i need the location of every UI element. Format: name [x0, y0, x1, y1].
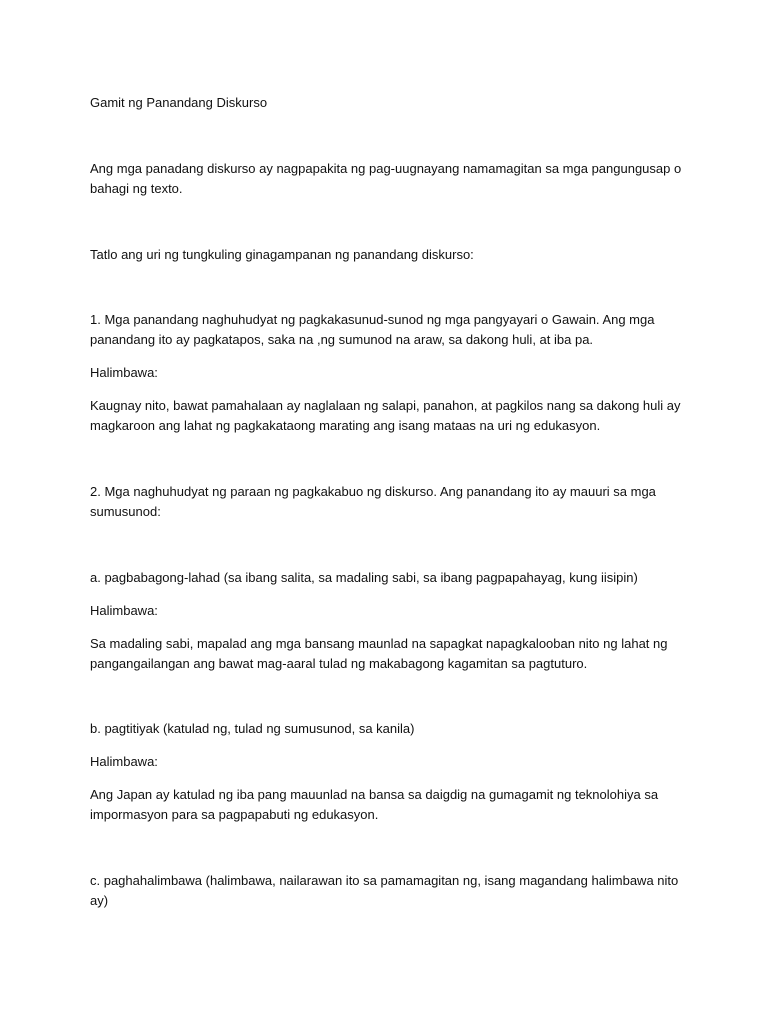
sub-item-c: c. paghahalimbawa (halimbawa, nailarawan ito sa pamamagitan ng, isang magandang halimbawa nito ay): [90, 873, 679, 908]
example-b: Ang Japan ay katulad ng iba pang mauunlad na bansa sa daigdig na gumagamit ng teknolohiya sa impormasyon para sa pagpapabuti ng edukasyon.: [90, 787, 659, 822]
example-label-3: Halimbawa:: [90, 754, 158, 769]
types-heading: Tatlo ang uri ng tungkuling ginagampanan ng panandang diskurso:: [90, 247, 474, 262]
example-1: Kaugnay nito, bawat pamahalaan ay naglalaan ng salapi, panahon, at pagkilos nang sa dakong huli ay magkaroon ang lahat ng pagkakataong marating ang isang mataas na uri ng edukasyon.: [90, 398, 681, 433]
sub-item-a: a. pagbabagong-lahad (sa ibang salita, sa madaling sabi, sa ibang pagpapahayag, kung iisipin): [90, 570, 638, 585]
document-title: Gamit ng Panandang Diskurso: [90, 95, 268, 110]
item-1: 1. Mga panandang naghuhudyat ng pagkakasunud-sunod ng mga pangyayari o Gawain. Ang mga panandang ito ay pagkatapos, saka na ,ng sumunod na araw, sa dakong huli, at iba pa.: [90, 312, 655, 347]
item-2: 2. Mga naghuhudyat ng paraan ng pagkakabuo ng diskurso. Ang panandang ito ay mauuri sa mga sumusunod:: [90, 484, 656, 519]
example-label-2: Halimbawa:: [90, 603, 158, 618]
sub-item-b: b. pagtitiyak (katulad ng, tulad ng sumusunod, sa kanila): [90, 721, 415, 736]
intro-paragraph: Ang mga panadang diskurso ay nagpapakita ng pag-uugnayang namamagitan sa mga pangungusap o bahagi ng texto.: [90, 161, 682, 196]
example-a: Sa madaling sabi, mapalad ang mga bansang maunlad na sapagkat napagkalooban nito ng lahat ng pangangailangan ang bawat mag-aaral tulad ng makabagong kagamitan sa pagtuturo.: [90, 636, 668, 671]
example-label-1: Halimbawa:: [90, 365, 158, 380]
